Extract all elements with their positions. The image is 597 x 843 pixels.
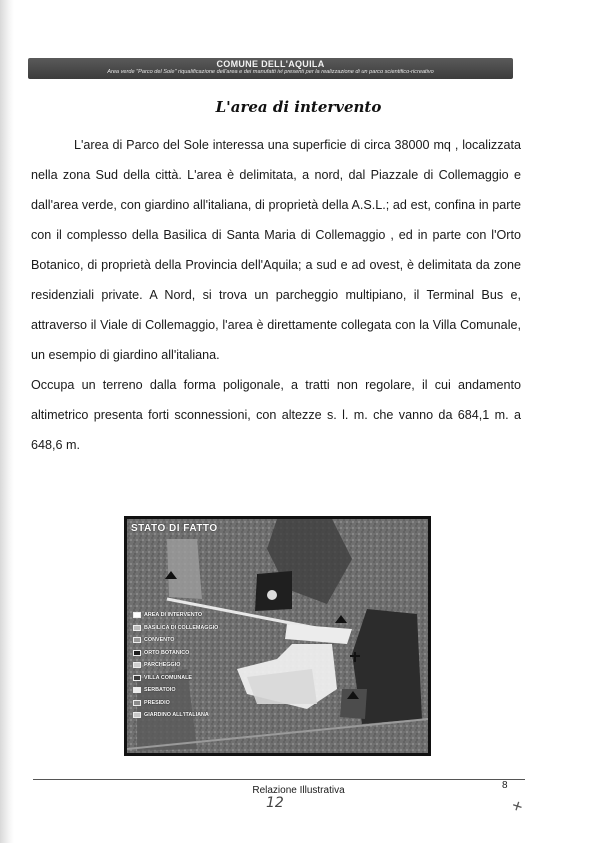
- legend-item: [133, 647, 283, 659]
- paragraph-2: Occupa un terreno dalla forma poligonale, a tratti non regolare, il cui andamento altimetrico presenta forti sconnessioni, con altezze s. l. m. che vanno da 684,1 m. a 648,6 m.: [31, 378, 521, 452]
- handwritten-number: 12: [266, 795, 284, 811]
- legend-swatch: [133, 637, 141, 643]
- legend-item: [133, 659, 283, 671]
- legend-label: VILLA COMUNALE: [144, 674, 193, 681]
- legend-label: CONVENTO: [144, 637, 175, 643]
- legend-item: [133, 709, 283, 721]
- legend-item: [133, 697, 283, 709]
- legend-item: [133, 609, 283, 621]
- header-title: COMUNE DELL'AQUILA: [216, 59, 325, 69]
- legend-label: ORTO BOTANICO: [144, 649, 190, 656]
- handwritten-plus-mark: +: [509, 794, 526, 818]
- legend-item: [133, 672, 283, 684]
- footer-rule: [33, 779, 525, 780]
- legend-swatch: [133, 612, 141, 618]
- legend-item: [133, 622, 283, 634]
- legend-swatch: [133, 650, 141, 656]
- scan-edge: [0, 0, 14, 843]
- legend-label: PRESIDIO: [144, 699, 170, 706]
- legend-label: AREA DI INTERVENTO: [144, 612, 203, 618]
- legend-label: BASILICA DI COLLEMAGGIO: [144, 624, 219, 631]
- body-text: [31, 130, 521, 460]
- paragraph-1: L'area di Parco del Sole interessa una superficie di circa 38000 mq , localizzata nella zona Sud della città. L'area è delimitata, a nord, dal Piazzale di Collemaggio e dall'area verde, con giardino all'italiana, di proprietà della A.S.L.; ad est, confina in parte con il complesso della Basilica di Santa Maria di Collemaggio , ed in parte con l'Orto Botanico, di proprietà della Provincia dell'Aquila; a sud e ad ovest, è delimitata da zone residenziali private. A Nord, si trova un parcheggio multipiano, il Terminal Bus e, attraverso il Viale di Collemaggio, l'area è direttamente collegata con la Villa Comunale, un esempio di giardino all'italiana.: [31, 138, 521, 362]
- legend-swatch: [133, 687, 141, 693]
- header-subtitle: Area verde "Parco del Sole" riqualificazione dell'area e dei manufatti ivi presenti per la realizzazione di un parco scientifico-ricreativo: [107, 69, 434, 75]
- legend-item: [133, 634, 283, 646]
- map-title: STATO DI FATTO: [131, 523, 218, 534]
- section-title: L'area di intervento: [215, 98, 382, 116]
- legend-swatch: [133, 675, 141, 681]
- footer-label: Relazione Illustrativa: [252, 785, 345, 796]
- map-figure: [124, 516, 431, 756]
- legend-swatch: [133, 700, 141, 706]
- legend-label: GIARDINO ALL'ITALIANA: [144, 712, 209, 718]
- legend-item: [133, 684, 283, 696]
- map-legend: [133, 609, 283, 722]
- legend-swatch: [133, 662, 141, 668]
- page-number: 8: [502, 780, 508, 791]
- legend-label: PARCHEGGIO: [144, 662, 181, 668]
- legend-swatch: [133, 712, 141, 718]
- legend-swatch: [133, 625, 141, 631]
- legend-label: SERBATOIO: [144, 687, 176, 693]
- document-header: [28, 58, 513, 79]
